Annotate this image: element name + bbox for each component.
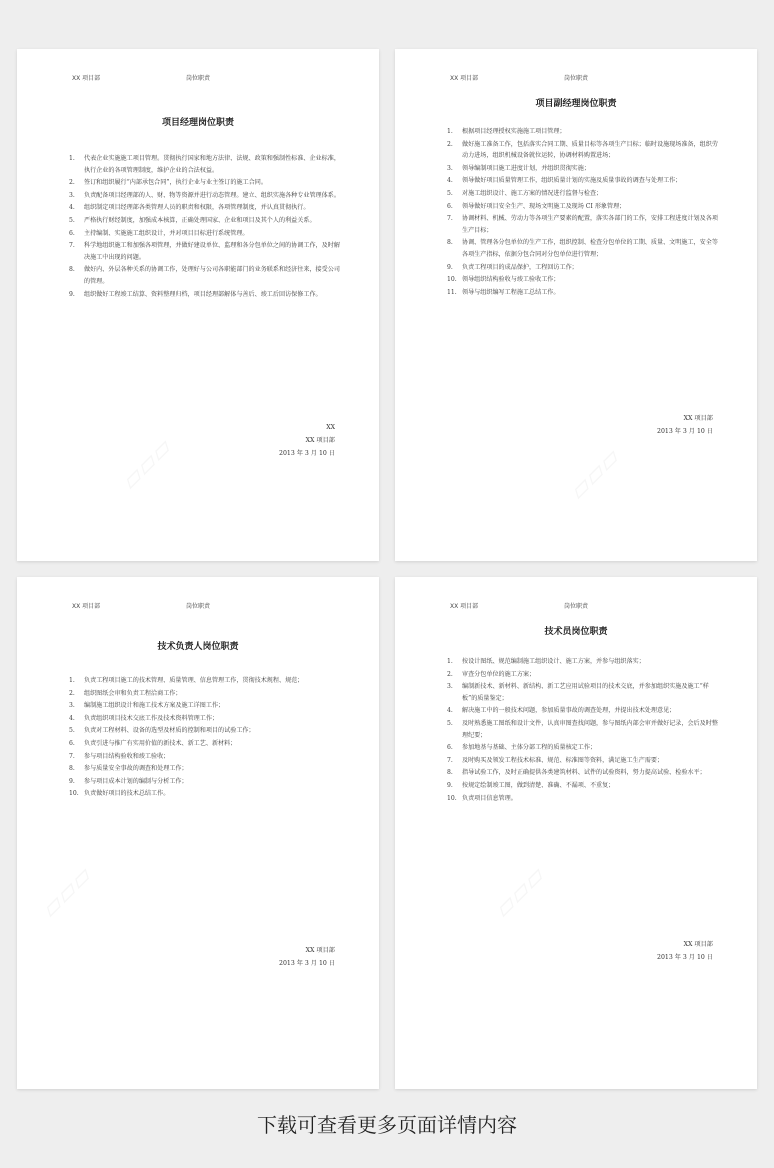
- document-page-1: [17, 49, 379, 561]
- list-item: 11. 领导与组织编写工程施工总结工作。: [447, 288, 560, 296]
- duty-list: [447, 126, 723, 299]
- page-header-left: XX 项目部: [72, 75, 101, 82]
- signature-block: [279, 944, 335, 970]
- page-header-center: 岗位职责: [563, 603, 588, 610]
- list-item: 1. 负责工程项目施工的技术管理、质量管理、信息管理工作，贯彻技术规程、规范；: [69, 677, 304, 684]
- list-item: 3. 编制施工组织设计和施工技术方案及施工详图工作；: [69, 702, 225, 710]
- signature-line: XX 项目部: [305, 947, 335, 954]
- list-item: 4. 领导做好项目质量管理工作，组织质量计划的实施及质量事故的调查与处理工作；: [447, 177, 682, 185]
- list-item: 6. 负责引进与推广有实用价值的新技术、新工艺、新材料；: [69, 739, 237, 747]
- list-item: 5. 对施工组织设计、施工方案的情况进行监督与检查；: [447, 189, 603, 197]
- list-item: 6. 参加地基与基础、主体分部工程的质量核定工作；: [447, 744, 597, 752]
- list-item: 4. 负责组织项目技术交底工作及技术资料管理工作；: [69, 714, 219, 722]
- list-item: 4. 组织制定项目经理部各类管理人员的职责和权限，各项管理制度，并认真贯彻执行。: [69, 204, 310, 212]
- signature-line: XX 项目部: [683, 415, 713, 422]
- page-header-left: XX 项目部: [450, 75, 479, 82]
- duty-list: [447, 656, 723, 805]
- signature-block: [279, 421, 335, 460]
- list-item: 6. 领导做好项目安全生产、现场文明施工及现场 CI 形象管理；: [447, 202, 626, 210]
- list-item: 1. 根据项目经理授权实施施工项目管理；: [447, 128, 566, 135]
- signature-date: 2013 年 3 月 10 日: [657, 428, 713, 435]
- list-item: 2. 做好施工准备工作，包括落实合同工期、质量目标等各项生产目标；临时设施现场准备，组织劳动力进场，组织机械设备就位运转，协调材料购置进场；: [447, 140, 718, 160]
- page-header-left: XX 项目部: [72, 603, 101, 610]
- list-item: 2. 审查分包单位的施工方案；: [447, 670, 536, 678]
- page-title: 技术负责人岗位职责: [157, 642, 239, 652]
- list-item: 7. 及时购买及领发工程技术标准、规范、标准图等资料，满足施工生产需要；: [447, 756, 664, 764]
- signature-line: XX 项目部: [305, 437, 335, 444]
- list-item: 7. 协调材料、机械、劳动力等各项生产要素的配置，落实各部门的工作，安排工程进度计划及各项生产目标；: [447, 215, 718, 234]
- list-item: 9. 参与项目成本计划的编制与分析工作；: [69, 777, 188, 785]
- page-header-center: 岗位职责: [185, 603, 210, 610]
- signature-line: XX 项目部: [683, 941, 713, 948]
- duty-list: [69, 675, 345, 801]
- page-title: 技术员岗位职责: [544, 627, 608, 637]
- watermark: [35, 860, 99, 924]
- list-item: 3. 编制新技术、新材料、新结构、新工艺应用试验项目的技术交底，并参加组织实施及施工“样板”的质量鉴定；: [447, 683, 709, 702]
- list-item: 4. 解决施工中的一般技术问题，参加质量事故的调查处理，并提出技术处理意见；: [447, 707, 676, 715]
- list-item: 8. 协调、管理各分包单位的生产工作，组织控制、检查分包单位的工期、质量、文明施工，安全等各项生产指标，依据分包合同对分包单位进行管理；: [447, 239, 718, 258]
- list-item: 10. 负责做好项目的技术总结工作。: [69, 790, 170, 798]
- document-page-2: [395, 49, 757, 561]
- signature-date: 2013 年 3 月 10 日: [279, 450, 335, 457]
- list-item: 8. 参与质量安全事故的调查和处理工作；: [69, 765, 188, 773]
- watermark: [115, 432, 179, 496]
- list-item: 7. 参与项目结构验收和竣工验收；: [69, 752, 170, 760]
- watermark: [563, 442, 627, 506]
- list-item: 1. 代表企业实施施工项目管理。贯彻执行国家和地方法律、法规、政策和强制性标准、企业标准，执行企业的各项管理制度，维护企业的合法权益。: [69, 155, 340, 174]
- list-item: 8. 做好内、外层各种关系的协调工作，处理好与公司各职能部门的业务联系和经济往来，接受公司的管理。: [69, 266, 340, 285]
- signature-date: 2013 年 3 月 10 日: [279, 960, 335, 967]
- duty-list: [69, 153, 345, 301]
- list-item: 10. 负责项目信息管理。: [447, 794, 517, 802]
- list-item: 5. 严格执行财经制度，加强成本核算，正确处理国家、企业和项目及其个人的利益关系。: [69, 216, 316, 224]
- signature-block: [657, 412, 713, 438]
- page-title: 项目副经理岗位职责: [535, 99, 617, 109]
- list-item: 2. 组织图纸会审和负责工程洽商工作；: [69, 689, 182, 697]
- signature-date: 2013 年 3 月 10 日: [657, 954, 713, 961]
- list-item: 5. 及时熟悉施工图纸和设计文件，认真审图查找问题，参与图纸内部会审并做好记录，会后及时整理纪要；: [447, 719, 718, 739]
- list-item: 9. 负责工程项目的成品保护，工程回访工作；: [447, 263, 578, 271]
- page-title: 项目经理岗位职责: [161, 118, 234, 128]
- list-item: 2. 签订和组织履行“内部承包合同”，执行企业与业主签订的施工合同。: [69, 179, 267, 187]
- list-item: 7. 科学地组织施工和加强各项管理，并做好建设单位、监理和各分包单位之间的协调工作，及时解决施工中出现的问题。: [69, 242, 340, 261]
- list-item: 3. 领导编制项目施工进度计划，并组织贯彻实施；: [447, 164, 590, 172]
- list-item: 5. 负责对工程材料、设备的选型及材质的控制和项目的试验工作；: [69, 727, 255, 735]
- page-header-left: XX 项目部: [450, 603, 479, 610]
- list-item: 6. 主持编制、实施施工组织设计，并对项目目标进行系统管理。: [69, 229, 249, 237]
- document-page-4: [395, 577, 757, 1089]
- list-item: 8. 指导试验工作，及时正确提供各类建筑材料、试件的试验资料，努力提高试验、检验水平；: [447, 769, 706, 777]
- document-page-3: [17, 577, 379, 1089]
- list-item: 1. 按设计图纸、规范编制施工组织设计、施工方案，并参与组织落实；: [447, 658, 645, 665]
- list-item: 9. 组织做好工程竣工结算、资料整理归档，项目经理部解体与善后、竣工后回访保修工作。: [69, 290, 322, 298]
- watermark: [488, 860, 552, 924]
- page-header-center: 岗位职责: [563, 75, 588, 82]
- page-header-center: 岗位职责: [185, 75, 210, 82]
- signature-block: [657, 938, 713, 964]
- list-item: 10. 领导组织结构验收与竣工验收工作；: [447, 276, 560, 284]
- list-item: 9. 按规定绘制竣工图，做到清楚、准确、不漏项、不重复；: [447, 781, 615, 789]
- signature-line: XX: [326, 424, 335, 431]
- list-item: 3. 负责配备项目经理部的人、财、物等资源并进行动态管理。建立、组织实施各种专业管理体系。: [69, 191, 340, 199]
- download-prompt-text: 下载可查看更多页面详情内容: [257, 1113, 517, 1137]
